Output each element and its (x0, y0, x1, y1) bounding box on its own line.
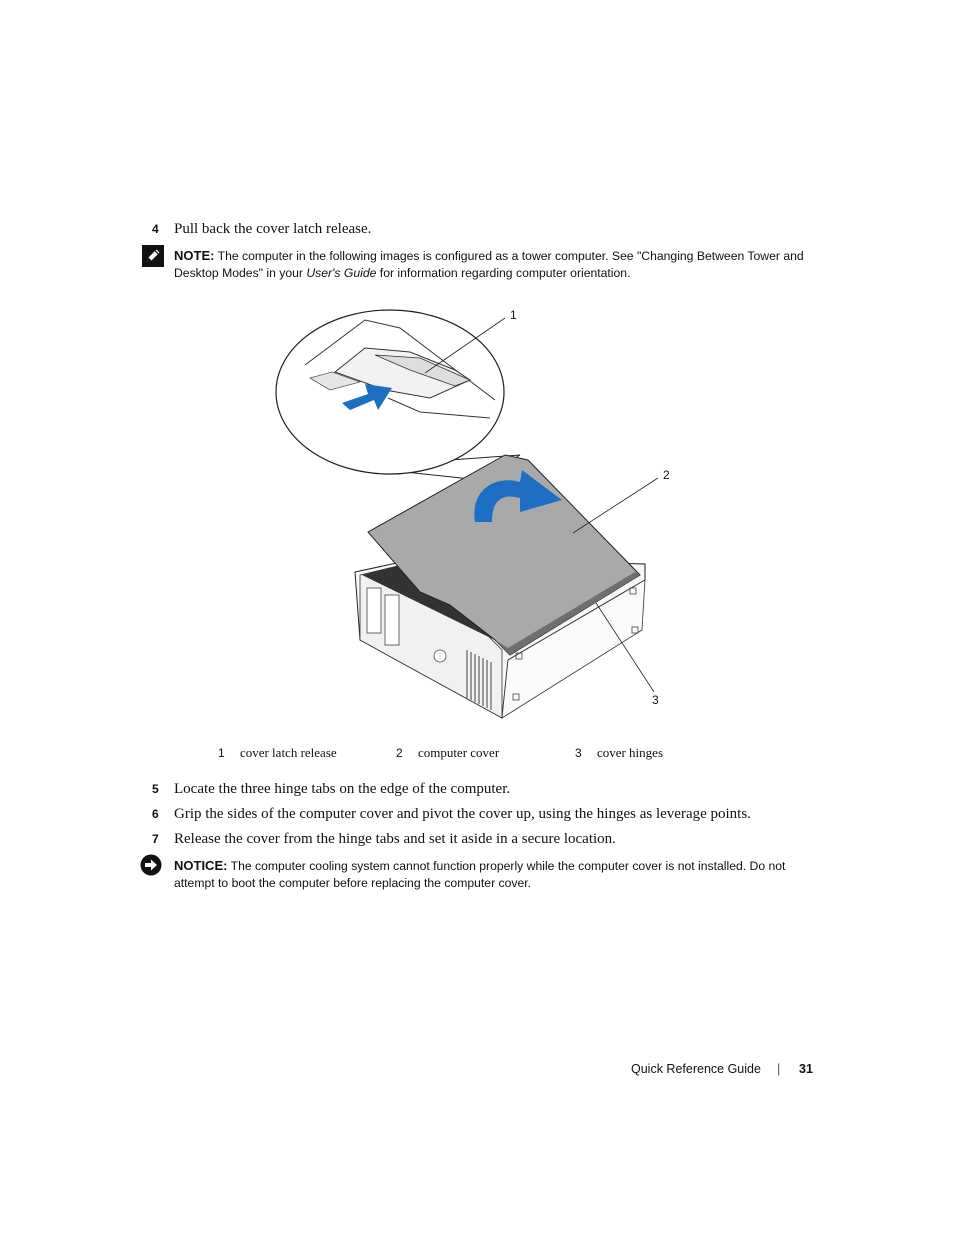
legend-label: cover hinges (596, 745, 663, 760)
cover-removal-illustration (270, 300, 690, 725)
note-text-b: for information regarding computer orientation. (376, 266, 631, 280)
footer-title: Quick Reference Guide (631, 1062, 761, 1076)
legend-label: computer cover (417, 745, 500, 760)
legend-item-3 (575, 745, 663, 761)
legend-number: 1 (218, 746, 225, 760)
footer-separator: | (777, 1062, 781, 1076)
page-number: 31 (799, 1062, 813, 1076)
arrow-circle-icon (140, 854, 162, 876)
legend-item-1 (218, 745, 337, 761)
note-block (174, 247, 814, 282)
step-text: Pull back the cover latch release. (174, 221, 372, 237)
callout-1: 1 (510, 308, 517, 322)
notice-block (174, 857, 794, 892)
callout-2: 2 (663, 468, 670, 482)
step-text: Release the cover from the hinge tabs and set it aside in a secure location. (174, 831, 616, 847)
legend-label: cover latch release (239, 745, 337, 760)
pencil-icon (142, 245, 164, 267)
callout-3: 3 (652, 693, 659, 707)
legend-number: 3 (575, 746, 582, 760)
step-number: 7 (152, 832, 159, 846)
note-italic: User's Guide (306, 266, 377, 280)
step-text: Grip the sides of the computer cover and pivot the cover up, using the hinges as leverage points. (174, 806, 751, 822)
legend-item-2 (396, 745, 499, 761)
notice-text: The computer cooling system cannot function properly while the computer cover is not installed. Do not attempt to boot the computer before replacing the computer cover. (174, 859, 786, 890)
note-text-a: The computer in the following images is configured as a tower computer. See "Changing Between Tower and Desktop Modes" in your (174, 249, 804, 280)
note-label: NOTE: (174, 248, 215, 263)
step-number: 6 (152, 807, 159, 821)
step-number: 5 (152, 782, 159, 796)
notice-label: NOTICE: (174, 858, 228, 873)
step-number: 4 (152, 222, 159, 236)
step-text: Locate the three hinge tabs on the edge of the computer. (174, 781, 511, 797)
legend-number: 2 (396, 746, 403, 760)
